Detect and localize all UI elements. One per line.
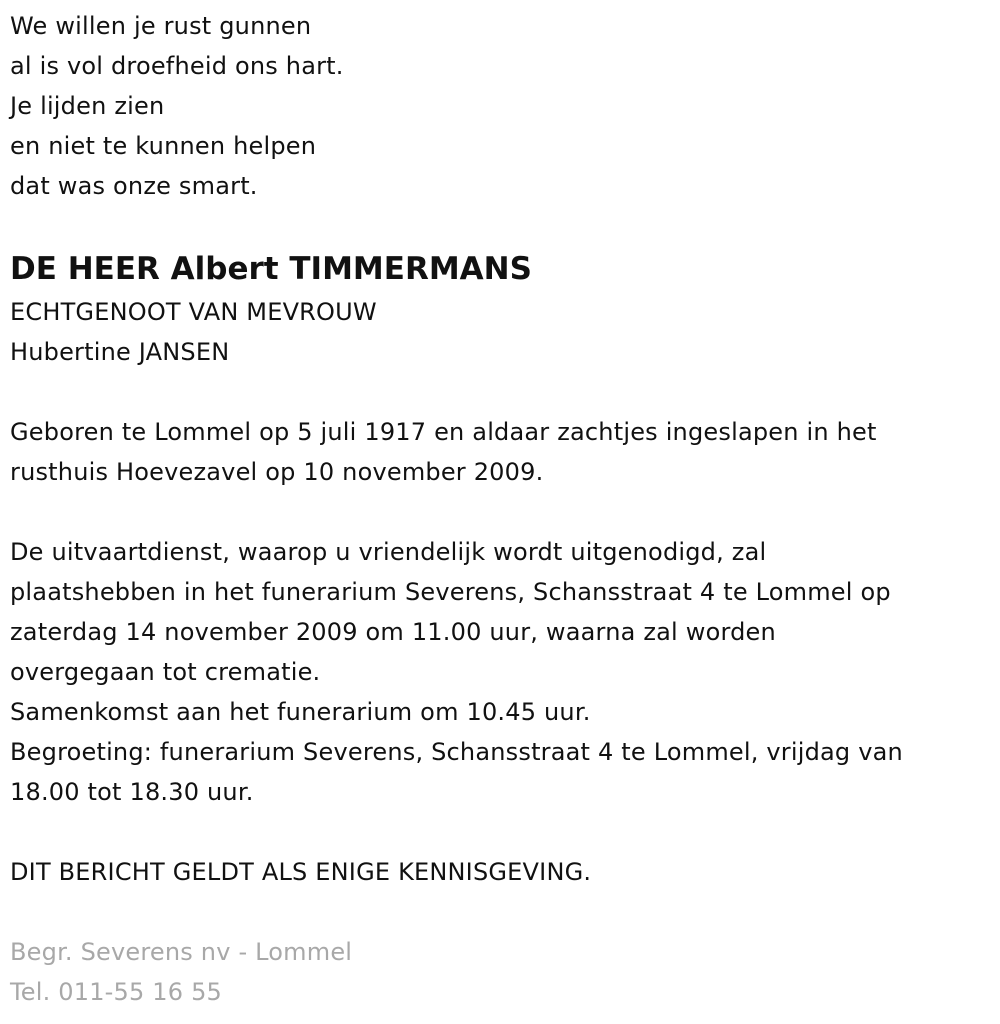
- deceased-name: DE HEER Albert TIMMERMANS: [10, 251, 532, 287]
- poem-line: al is vol droefheid ons hart.: [10, 52, 344, 80]
- poem-line: dat was onze smart.: [10, 172, 258, 200]
- spouse-name: Hubertine JANSEN: [10, 338, 230, 366]
- funeral-paragraph: [10, 532, 903, 812]
- text-line: De uitvaartdienst, waarop u vriendelijk wordt uitgenodigd, zal: [10, 538, 767, 566]
- text-line: Begroeting: funerarium Severens, Schansstraat 4 te Lommel, vrijdag van: [10, 738, 903, 766]
- poem-line: Je lijden zien: [10, 92, 165, 120]
- birth-death-paragraph: [10, 412, 903, 492]
- poem-line: en niet te kunnen helpen: [10, 132, 317, 160]
- text-line: Geboren te Lommel op 5 juli 1917 en aldaar zachtjes ingeslapen in het: [10, 418, 877, 446]
- text-line: rusthuis Hoevezavel op 10 november 2009.: [10, 458, 544, 486]
- notice: DIT BERICHT GELDT ALS ENIGE KENNISGEVING.: [10, 858, 592, 886]
- poem-line: We willen je rust gunnen: [10, 12, 312, 40]
- text-line: 18.00 tot 18.30 uur.: [10, 778, 254, 806]
- text-line: zaterdag 14 november 2009 om 11.00 uur, waarna zal worden: [10, 618, 776, 646]
- text-line: plaatshebben in het funerarium Severens, Schansstraat 4 te Lommel op: [10, 578, 891, 606]
- text-line: Samenkomst aan het funerarium om 10.45 uur.: [10, 698, 591, 726]
- spouse-label: ECHTGENOOT VAN MEVROUW: [10, 298, 377, 326]
- poem: [10, 6, 903, 206]
- text-line: overgegaan tot crematie.: [10, 658, 321, 686]
- phone: Tel. 011-55 16 55: [10, 978, 223, 1006]
- funeral-home: Begr. Severens nv - Lommel: [10, 938, 353, 966]
- death-notice: [10, 6, 903, 1012]
